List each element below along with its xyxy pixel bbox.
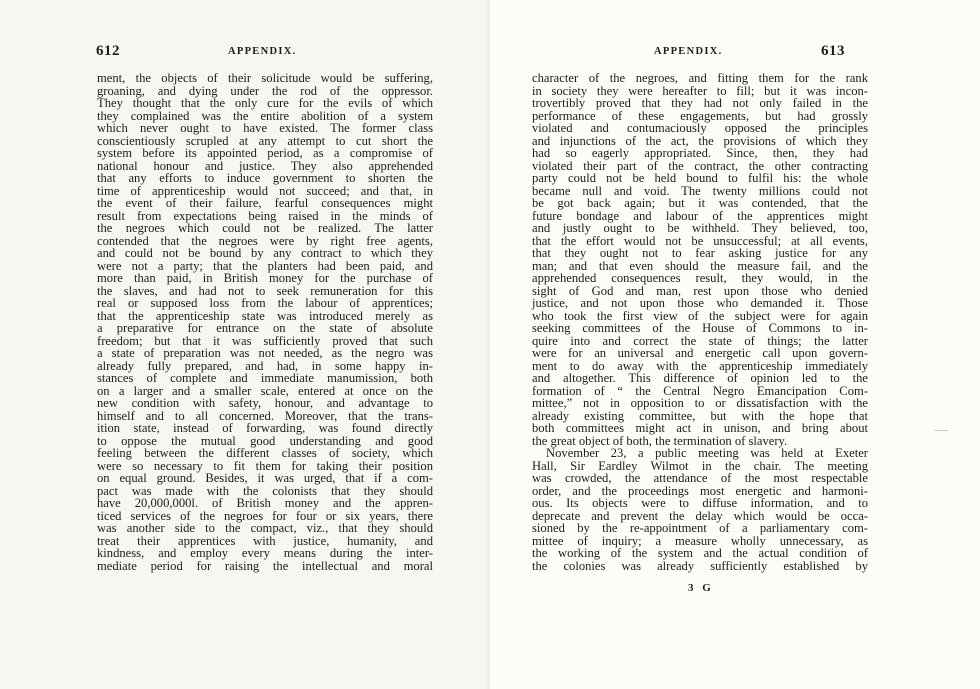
text-line: time of apprenticeship would not succeed; and that, in bbox=[97, 183, 433, 198]
text-line: real or supposed loss from the labour of apprentices; bbox=[97, 296, 433, 310]
text-line: ment to do away with the apprenticeship immediately bbox=[532, 358, 868, 373]
right-page-number: 613 bbox=[821, 43, 845, 59]
left-running-head: APPENDIX. bbox=[228, 46, 297, 57]
text-line: ous. Its objects were to diffuse information, and to bbox=[532, 496, 868, 510]
left-page-body bbox=[97, 72, 433, 572]
text-line: result from expectations being raised in the minds of bbox=[97, 208, 433, 223]
text-line: the working of the system and the actual condition of bbox=[532, 546, 868, 560]
text-line: kindness, and employ every means during the inter- bbox=[97, 546, 433, 560]
text-line: contended that the negroes were by right free agents, bbox=[97, 233, 433, 248]
text-line: new condition with safety, honour, and advantage to bbox=[97, 396, 433, 410]
text-line: have 20,000,000l. of British money and the appren- bbox=[97, 496, 433, 510]
text-line: had so eagerly appropriated. Since, then, they had bbox=[532, 146, 868, 160]
text-line: to oppose the mutual good understanding and good bbox=[97, 433, 433, 448]
text-line: trovertibly proved that they had not only failed in the bbox=[532, 96, 868, 110]
right-page-body bbox=[532, 72, 868, 572]
text-line: that the effort would not be unsuccessful; at all events, bbox=[532, 233, 868, 248]
text-line: stances of complete and immediate manumission, both bbox=[97, 371, 433, 385]
text-line: sight of God and man, rest upon those who denied bbox=[532, 283, 868, 298]
text-line: the slaves, and had not to seek remuneration for this bbox=[97, 283, 433, 298]
text-line: freedom; but that it was sufficiently proved that such bbox=[97, 333, 433, 348]
text-line: and altogether. This difference of opinion led to the bbox=[532, 371, 868, 385]
right-page bbox=[490, 0, 980, 689]
text-line: treat their apprentices with justice, humanity, and bbox=[97, 533, 433, 548]
text-line: already fully prepared, and had, in some happy in- bbox=[97, 358, 433, 373]
text-line: ition state, instead of forwarding, was found directly bbox=[97, 421, 433, 435]
text-line: future bondage and labour of the apprentices might bbox=[532, 208, 868, 223]
text-line: party could not be held bound to fulfil his: the whole bbox=[532, 171, 868, 185]
text-line: himself and to all concerned. Moreover, that the trans- bbox=[97, 408, 433, 423]
text-line: became null and void. The twenty millions could not bbox=[532, 183, 868, 198]
text-line: conscientiously scrupled at any attempt to cut short the bbox=[97, 133, 433, 148]
text-line: already existing committee, but with the hope that bbox=[532, 408, 868, 423]
text-line: feeling between the different classes of society, which bbox=[97, 446, 433, 460]
text-line: performance of these engagements, but had grossly bbox=[532, 108, 868, 123]
text-line: was crowded, the attendance of the most respectable bbox=[532, 471, 868, 485]
text-line: mittee of inquiry; a measure wholly unnecessary, as bbox=[532, 533, 868, 548]
text-line: ment, the objects of their solicitude would be suffering, bbox=[97, 71, 433, 85]
text-line: seeking committees of the House of Commons to in- bbox=[532, 321, 868, 335]
right-running-head: APPENDIX. bbox=[654, 46, 723, 57]
text-line: that they ought not to fear asking justice for any bbox=[532, 246, 868, 260]
text-line: violated and contumaciously opposed the principles bbox=[532, 121, 868, 135]
text-line: in society they were hereafter to fill; but it was incon- bbox=[532, 83, 868, 98]
text-line: both committees might act in unison, and bring about bbox=[532, 421, 868, 435]
text-line: that any efforts to induce government to shorten the bbox=[97, 171, 433, 185]
text-line: on a larger and a smaller scale, entered at once on the bbox=[97, 383, 433, 398]
text-line: that the apprenticeship state was introduced merely as bbox=[97, 308, 433, 323]
text-line: pact was made with the colonists that they should bbox=[97, 483, 433, 498]
text-line: were for an universal and energetic call upon govern- bbox=[532, 346, 868, 360]
text-line: a state of preparation was not needed, as the negro was bbox=[97, 346, 433, 360]
text-line: which never ought to have existed. The former class bbox=[97, 121, 433, 135]
text-line: order, and the proceedings most energetic and harmoni- bbox=[532, 483, 868, 498]
text-line: formation of “ the Central Negro Emancipation Com- bbox=[532, 383, 868, 398]
text-line: justice, and not upon those who demanded it. Those bbox=[532, 296, 868, 310]
text-line: and injunctions of the act, the provisions of which they bbox=[532, 133, 868, 148]
text-line: November 23, a public meeting was held at Exeter bbox=[546, 446, 868, 460]
text-line: deprecate and prevent the delay which would be occa- bbox=[532, 508, 868, 523]
text-line: quire into and correct the state of things; the latter bbox=[532, 333, 868, 348]
text-line: who took the first view of the subject were for again bbox=[532, 308, 868, 323]
text-line: groaning, and dying under the rod of the oppressor. bbox=[97, 83, 433, 98]
text-line: they complained was the entire abolition of a system bbox=[97, 108, 433, 123]
margin-rule bbox=[934, 430, 948, 431]
text-line: be got back again; but it was contended, that the bbox=[532, 196, 868, 210]
text-line: a preparative for entrance on the state of absolute bbox=[97, 321, 433, 335]
text-line: ticed services of the negroes for four or six years, there bbox=[97, 508, 433, 523]
text-line: and justly ought to be withheld. They believed, too, bbox=[532, 221, 868, 235]
text-line: man; and that even should the measure fail, and the bbox=[532, 258, 868, 273]
text-line: system before its appointed period, as a compromise of bbox=[97, 146, 433, 160]
text-line: mittee,” not in opposition to or dissatisfaction with the bbox=[532, 396, 868, 410]
text-line: mediate period for raising the intellectual and moral bbox=[97, 558, 433, 573]
text-line: national honour and justice. They also apprehended bbox=[97, 158, 433, 173]
text-line: They thought that the only cure for the evils of which bbox=[97, 96, 433, 110]
text-line: sioned by the re-appointment of a parliamentary com- bbox=[532, 521, 868, 535]
text-line: and could not be bound by any contract to which they bbox=[97, 246, 433, 260]
text-line: Hall, Sir Eardley Wilmot in the chair. The meeting bbox=[532, 458, 868, 473]
text-line: were not a party; that the planters had been paid, and bbox=[97, 258, 433, 273]
text-line: character of the negroes, and fitting them for the rank bbox=[532, 71, 868, 85]
text-line: violated their part of the contract, the other contracting bbox=[532, 158, 868, 173]
text-line: was another side to the compact, viz., that they should bbox=[97, 521, 433, 535]
text-line: were so necessary to fit them for taking their position bbox=[97, 458, 433, 473]
text-line: the great object of both, the termination of slavery. bbox=[532, 433, 788, 448]
left-page-number: 612 bbox=[96, 43, 120, 59]
text-line: the negroes which could not be realized. The latter bbox=[97, 221, 433, 235]
text-line: the colonies was already sufficiently established by bbox=[532, 558, 868, 573]
signature-mark: 3 G bbox=[688, 582, 714, 594]
text-line: more than paid, in British money for the purchase of bbox=[97, 271, 433, 285]
left-page-header bbox=[0, 42, 490, 60]
text-line: apprehended consequences result, they would, in the bbox=[532, 271, 868, 285]
right-page-header bbox=[490, 42, 980, 60]
text-line: the event of their failure, fearful consequences might bbox=[97, 196, 433, 210]
text-line: on equal ground. Besides, it was urged, that if a com- bbox=[97, 471, 433, 485]
